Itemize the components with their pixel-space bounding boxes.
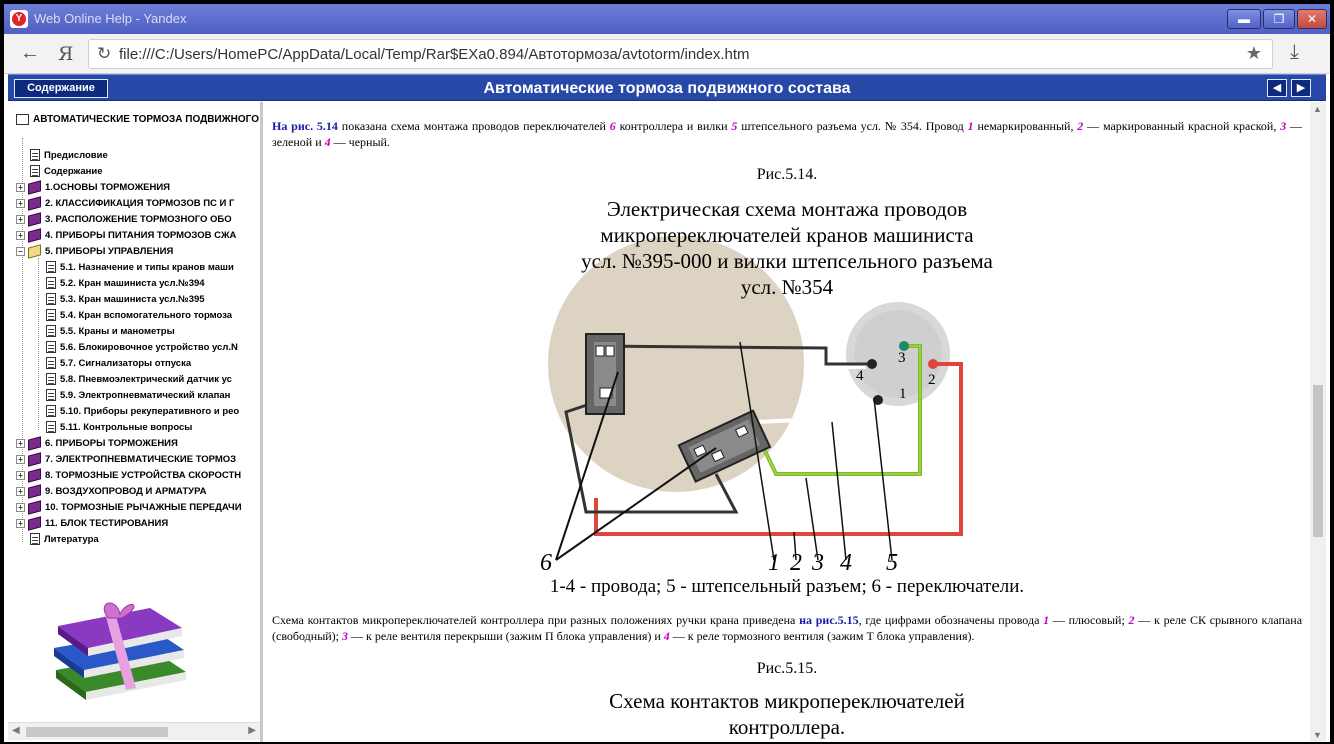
reload-icon[interactable]: ↻: [97, 44, 112, 63]
toc-root[interactable]: [16, 114, 259, 125]
toc-item[interactable]: [16, 516, 168, 532]
figure-caption-5-15: Рис.5.15.: [756, 660, 818, 677]
back-arrow-icon[interactable]: ←: [20, 42, 40, 64]
toc-item-label: 9. ВОЗДУХОПРОВОД И АРМАТУРА: [45, 486, 207, 497]
contents-button[interactable]: Содержание: [14, 79, 108, 98]
bookmark-star-icon[interactable]: ★: [1245, 43, 1262, 63]
toc-item-label: Содержание: [44, 166, 103, 177]
scroll-left-icon[interactable]: ◀: [12, 725, 20, 736]
scroll-right-icon[interactable]: ▶: [248, 725, 256, 736]
toc-item-label: 5. ПРИБОРЫ УПРАВЛЕНИЯ: [45, 246, 174, 257]
page-icon: [46, 421, 56, 433]
toc-item[interactable]: [16, 436, 178, 452]
expand-icon[interactable]: +: [16, 455, 25, 464]
toc-item-label: Литература: [44, 534, 99, 545]
toc-item-label: 5.1. Назначение и типы кранов маши: [60, 262, 234, 273]
toc-item[interactable]: [46, 292, 205, 308]
toc-item[interactable]: [30, 148, 108, 164]
window-title: Web Online Help - Yandex: [34, 11, 187, 26]
callout-6: 6: [540, 550, 552, 576]
toc-item[interactable]: [16, 196, 234, 212]
page-icon: [46, 357, 56, 369]
toc-item[interactable]: [46, 404, 239, 420]
callout-2: 2: [790, 550, 802, 576]
address-bar[interactable]: [88, 39, 1273, 69]
book-icon: [28, 452, 41, 466]
toc-item-label: 4. ПРИБОРЫ ПИТАНИЯ ТОРМОЗОВ СЖА: [45, 230, 237, 241]
wiring-diagram: [266, 102, 1308, 572]
browser-toolbar: [4, 34, 1330, 74]
toc-item[interactable]: [46, 324, 175, 340]
help-title: Автоматические тормоза подвижного состава: [483, 80, 851, 97]
expand-icon[interactable]: +: [16, 231, 25, 240]
toc-item-label: 5.4. Кран вспомогательного тормоза: [60, 310, 233, 321]
tree-line: [38, 258, 39, 430]
expand-icon[interactable]: +: [16, 503, 25, 512]
yandex-browser-icon: Y: [10, 10, 28, 28]
toc-item[interactable]: [46, 388, 230, 404]
toc-horizontal-scrollbar[interactable]: [8, 722, 260, 740]
toc-item[interactable]: [46, 308, 232, 324]
toc-item[interactable]: [30, 164, 103, 180]
toc-item[interactable]: [46, 260, 234, 276]
toc-item-label: 8. ТОРМОЗНЫЕ УСТРОЙСТВА СКОРОСТН: [45, 470, 242, 481]
page-icon: [46, 325, 56, 337]
toc-item-label: 2. КЛАССИФИКАЦИЯ ТОРМОЗОВ ПС И Г: [45, 198, 235, 209]
url-text[interactable]: file:///C:/Users/HomePC/AppData/Local/Temp/Rar$EXa0.894/Автотормоза/avtotorm/index.htm: [119, 46, 750, 63]
figure-legend-5-14: 1-4 - провода; 5 - штепсельный разъем; 6 - переключатели.: [549, 576, 1025, 597]
toc-item[interactable]: [16, 484, 206, 500]
toc-item-label: 5.10. Приборы рекуперативного и рео: [60, 406, 240, 417]
book-icon: [28, 212, 41, 226]
toc-pane: [8, 102, 263, 742]
close-button[interactable]: ✕: [1297, 9, 1327, 29]
callout-3: 3: [812, 550, 824, 576]
maximize-button[interactable]: ❐: [1263, 9, 1295, 29]
toc-item-label: 5.2. Кран машиниста усл.№394: [60, 278, 205, 289]
expand-icon[interactable]: +: [16, 487, 25, 496]
book-icon: [28, 484, 41, 498]
toc-item[interactable]: [16, 500, 242, 516]
book-icon: [28, 516, 41, 530]
pin-label: 3: [898, 350, 906, 366]
callout-5: 5: [886, 550, 898, 576]
toc-item-label: Предисловие: [44, 150, 108, 161]
book-icon: [28, 468, 41, 482]
toc-item[interactable]: [46, 356, 191, 372]
toc-item[interactable]: [46, 276, 205, 292]
page-icon: [30, 533, 40, 545]
paragraph-2: Схема контактов микропереключателей контроллера при разных положениях ручки крана приведена на рис.5.15, где цифрами обозначены провода 1 — плюсовый; 2 — к реле СК срывного клапана (свободный); 3 — к реле вентиля перекрыши (зажим П блока управления) и 4 — к реле тормозного вентиля (зажим Т блока управления).: [272, 613, 1303, 643]
toc-item-label: 11. БЛОК ТЕСТИРОВАНИЯ: [45, 518, 169, 529]
toc-item-label: 5.9. Электропневматический клапан: [60, 390, 231, 401]
expand-icon[interactable]: +: [16, 471, 25, 480]
toc-item[interactable]: [16, 212, 232, 228]
callout-4: 4: [840, 550, 852, 576]
fig-5-15-link[interactable]: на рис.5.15: [799, 613, 859, 627]
figure-title-5-14: Электрическая схема монтажа проводов микропереключателей кранов машиниста усл. №395-000 и вилки штепсельного разъема усл. №354: [581, 197, 993, 299]
book-icon: [16, 114, 29, 125]
toc-item-label: 3. РАСПОЛОЖЕНИЕ ТОРМОЗНОГО ОБО: [45, 214, 232, 225]
toc-item[interactable]: [16, 228, 236, 244]
toc-item-label: 1.ОСНОВЫ ТОРМОЖЕНИЯ: [45, 182, 171, 193]
page-icon: [30, 149, 40, 161]
expand-icon[interactable]: +: [16, 215, 25, 224]
toc-item[interactable]: [16, 244, 173, 260]
paragraph-1: На рис. 5.14 показана схема монтажа проводов переключателей 6 контроллера и вилки 5 штепсельного разъема усл. № 354. Провод 1 немаркированный, 2 — маркированный красной краской, 3 — зеленой и 4 — черный.: [272, 119, 1303, 149]
scroll-thumb[interactable]: [26, 727, 168, 737]
pin-label: 4: [856, 368, 864, 384]
toc-root-label: АВТОМАТИЧЕСКИЕ ТОРМОЗА ПОДВИЖНОГО: [33, 114, 259, 126]
yandex-button[interactable]: Я: [58, 43, 74, 65]
expand-icon[interactable]: +: [16, 183, 25, 192]
toc-item-label: 7. ЭЛЕКТРОПНЕВМАТИЧЕСКИЕ ТОРМОЗ: [45, 454, 237, 465]
page-icon: [46, 261, 56, 273]
page-icon: [46, 277, 56, 289]
pin-label: 2: [928, 372, 936, 388]
toc-item-label: 5.8. Пневмоэлектрический датчик ус: [60, 374, 232, 385]
fig-5-14-link[interactable]: На рис. 5.14: [272, 119, 338, 133]
figure-title-5-15: Схема контактов микропереключателей контроллера.: [609, 689, 965, 739]
page-icon: [30, 165, 40, 177]
page-icon: [46, 405, 56, 417]
collapse-icon[interactable]: −: [16, 247, 25, 256]
prev-page-icon[interactable]: ◀: [1267, 79, 1287, 97]
minimize-button[interactable]: ▬: [1227, 9, 1261, 29]
page-icon: [46, 309, 56, 321]
toc-item-label: 6. ПРИБОРЫ ТОРМОЖЕНИЯ: [45, 438, 178, 449]
scroll-thumb[interactable]: [1313, 385, 1323, 537]
book-icon: [28, 436, 41, 450]
toc-item[interactable]: [16, 452, 236, 468]
next-page-icon[interactable]: ▶: [1291, 79, 1311, 97]
expand-icon[interactable]: +: [16, 519, 25, 528]
browser-window: [4, 4, 1330, 742]
toc-item[interactable]: [16, 180, 170, 196]
toc-item[interactable]: [46, 340, 238, 356]
toc-item[interactable]: [30, 532, 99, 548]
open-book-icon: [28, 244, 41, 258]
scroll-up-icon[interactable]: ▲: [1313, 104, 1322, 114]
page-icon: [46, 293, 56, 305]
page-icon: [46, 373, 56, 385]
pin-label: 1: [899, 386, 907, 402]
title-bar: [4, 4, 1330, 34]
expand-icon[interactable]: +: [16, 439, 25, 448]
book-icon: [28, 228, 41, 242]
figure-caption-5-14: Рис.5.14.: [756, 166, 818, 183]
content-vertical-scrollbar[interactable]: [1310, 102, 1326, 742]
book-icon: [28, 180, 41, 194]
page-icon: [46, 389, 56, 401]
toc-item-label: 5.7. Сигнализаторы отпуска: [60, 358, 192, 369]
toc-item-label: 5.5. Краны и манометры: [60, 326, 175, 337]
content-pane: [266, 102, 1308, 742]
page-icon: [46, 341, 56, 353]
callout-1: 1: [768, 550, 780, 576]
expand-icon[interactable]: +: [16, 199, 25, 208]
toc-item[interactable]: [16, 468, 241, 484]
toc-item[interactable]: [46, 420, 192, 436]
help-header: [8, 74, 1326, 101]
toc-item-label: 5.11. Контрольные вопросы: [60, 422, 193, 433]
toc-item[interactable]: [46, 372, 232, 388]
toc-item-label: 5.6. Блокировочное устройство усл.N: [60, 342, 238, 353]
scroll-down-icon[interactable]: ▼: [1313, 730, 1322, 740]
download-icon[interactable]: ⤓: [1290, 41, 1299, 63]
toc-item-label: 5.3. Кран машиниста усл.№395: [60, 294, 205, 305]
book-icon: [28, 500, 41, 514]
book-icon: [28, 196, 41, 210]
books-logo: [46, 592, 196, 702]
toc-item-label: 10. ТОРМОЗНЫЕ РЫЧАЖНЫЕ ПЕРЕДАЧИ: [45, 502, 242, 513]
